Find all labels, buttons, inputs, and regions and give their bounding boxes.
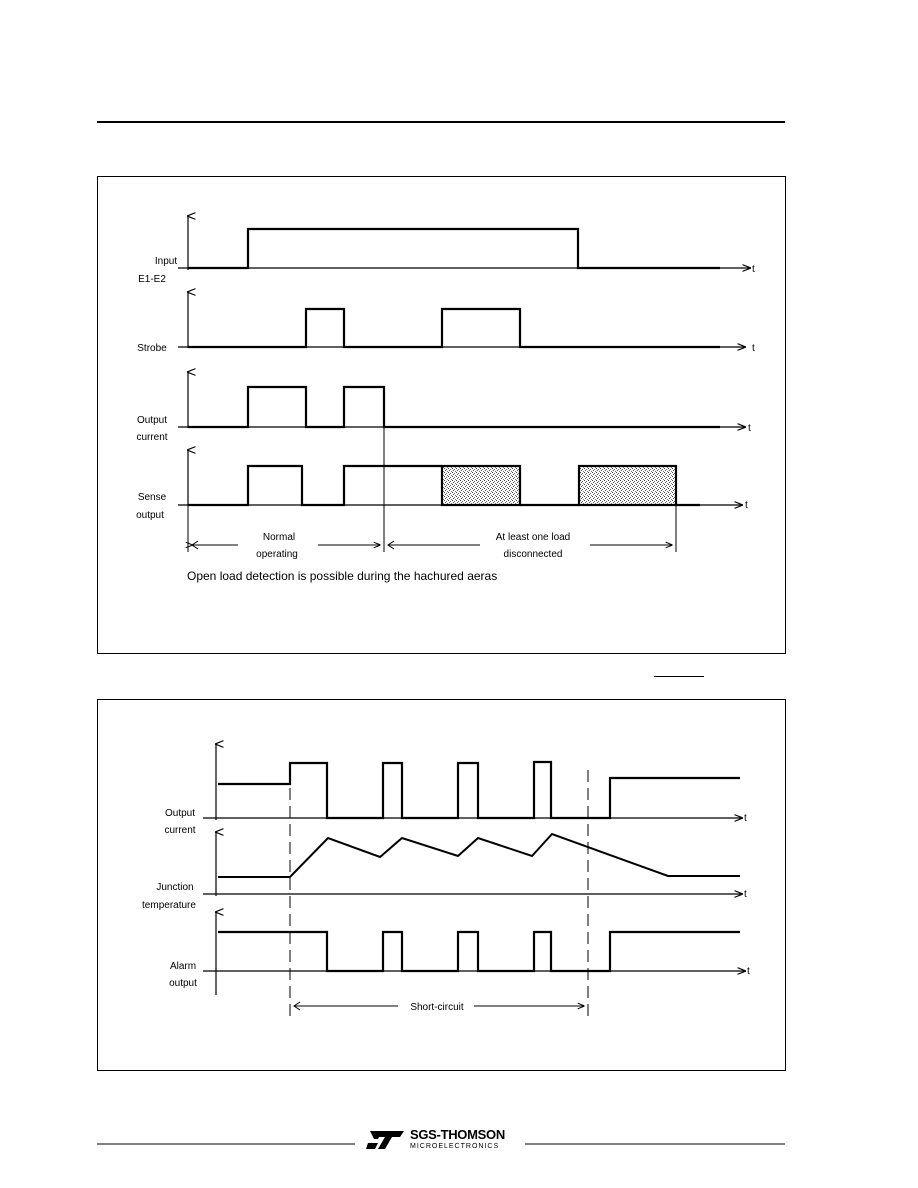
b-alarm-waveform xyxy=(218,932,740,971)
b-alarm-label-sub: output xyxy=(169,978,197,989)
top-diagram xyxy=(136,216,755,583)
hatched-area-2 xyxy=(579,466,676,505)
b-junction-label: Junction xyxy=(156,882,194,893)
open-load-caption: Open load detection is possible during the hachured aeras xyxy=(187,569,498,583)
sense-t-label: t xyxy=(745,500,748,511)
hatched-area-1 xyxy=(442,466,520,505)
input-label: Input xyxy=(154,256,178,267)
sense-label-sub: output xyxy=(136,510,164,521)
output-current-label-sub: current xyxy=(136,432,168,443)
operating-label: operating xyxy=(256,549,298,560)
b-alarm-t-label: t xyxy=(747,966,750,977)
output-t-label: t xyxy=(748,423,751,434)
st-logo-icon xyxy=(366,1129,406,1151)
b-alarm-label: Alarm xyxy=(169,961,197,972)
input-t-label: t xyxy=(752,264,755,275)
b-temperature-waveform xyxy=(218,834,740,877)
input-label-sub: E1-E2 xyxy=(138,274,166,285)
sense-label: Sense xyxy=(137,492,167,503)
b-output-label: Output xyxy=(164,808,196,819)
b-temp-t-label: t xyxy=(744,889,747,900)
b-output-waveform xyxy=(218,762,740,818)
at-least-one-load-label: At least one load xyxy=(495,532,571,543)
normal-label: Normal xyxy=(262,532,296,543)
disconnected-label: disconnected xyxy=(503,549,563,560)
sense-waveform xyxy=(188,466,442,505)
output-current-waveform xyxy=(188,387,720,427)
output-current-label: Output xyxy=(136,415,168,426)
brand-subname: MICROELECTRONICS xyxy=(410,1143,500,1150)
input-waveform xyxy=(188,229,720,268)
bottom-diagram xyxy=(142,744,750,1018)
b-output-t-label: t xyxy=(744,813,747,824)
strobe-waveform xyxy=(188,309,720,347)
strobe-label: Strobe xyxy=(137,343,167,354)
short-circuit-label: Short-circuit xyxy=(410,1002,464,1013)
strobe-t-label: t xyxy=(752,343,755,354)
b-temperature-label: temperature xyxy=(142,900,196,911)
sgs-thomson-logo xyxy=(366,1126,516,1154)
b-output-label-sub: current xyxy=(164,825,196,836)
brand-name: SGS-THOMSON xyxy=(410,1127,505,1142)
